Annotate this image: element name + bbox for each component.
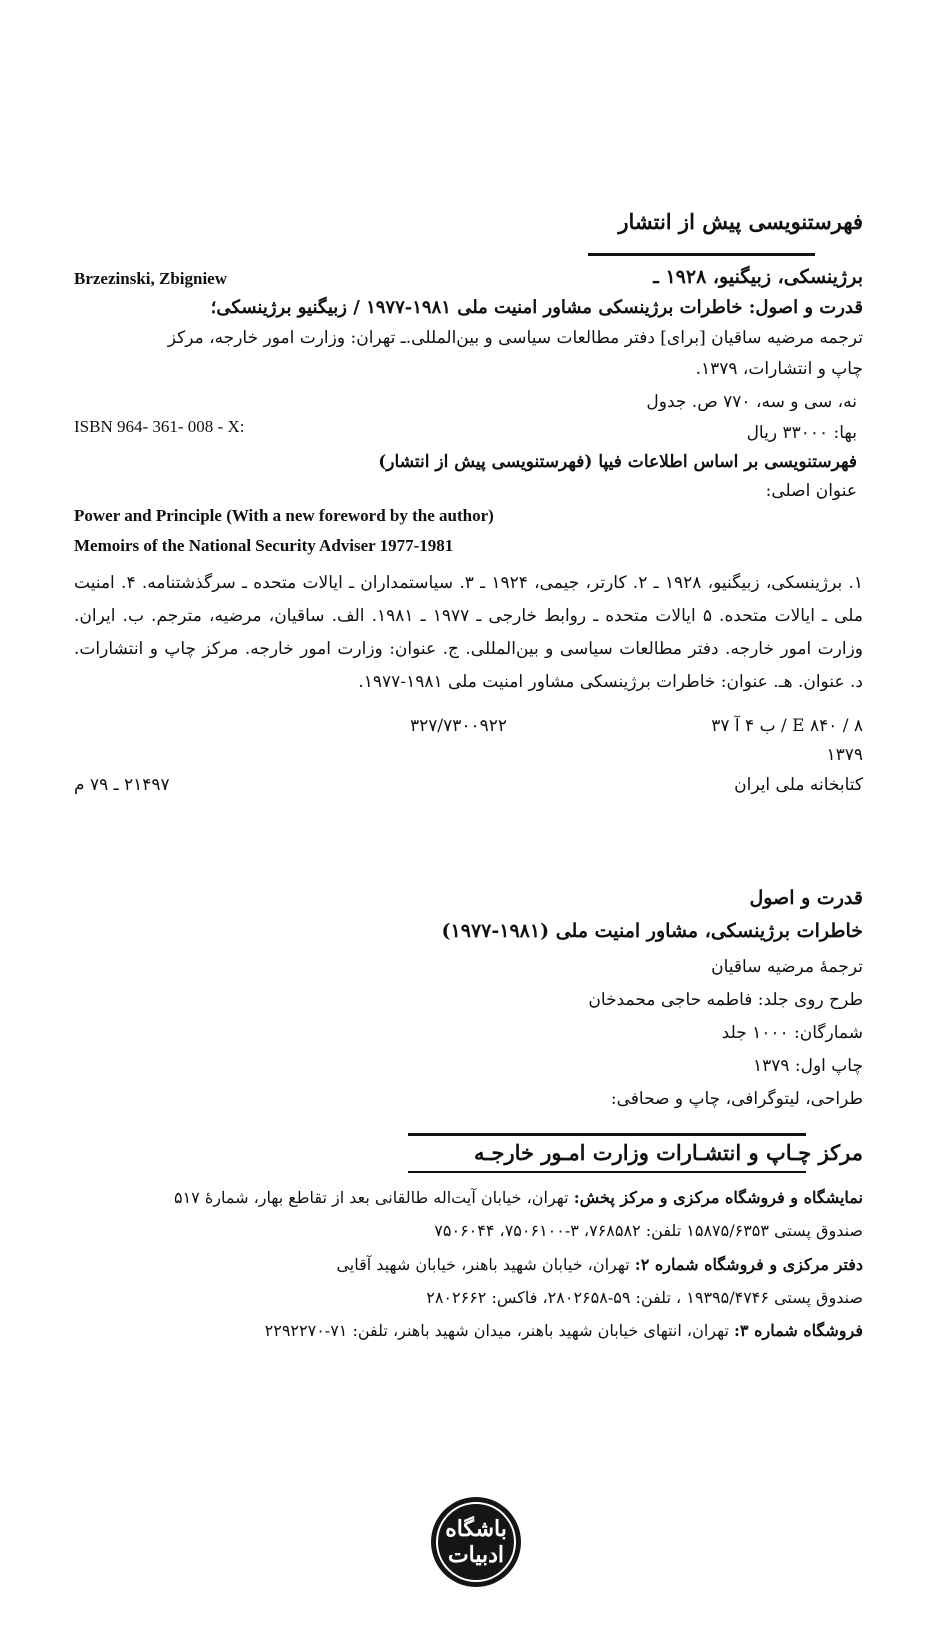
- cip-dewey: ۳۲۷/۷۳۰۰۹۲۲: [410, 716, 508, 736]
- credits-first-edition: چاپ اول: ۱۳۷۹: [752, 1056, 863, 1076]
- credits-translator: ترجمهٔ مرضیه ساقیان: [711, 957, 863, 977]
- address-3-text: تهران، انتهای خیابان شهید باهنر، میدان شهید باهنر، تلفن: ۷۱-۲۲۹۲۲۷۰: [264, 1321, 735, 1340]
- address-2-text: تهران، خیابان شهید باهنر، خیابان شهید آقایی: [336, 1255, 635, 1274]
- publisher-bottom-rule: [408, 1171, 806, 1173]
- cip-publisher-line: چاپ و انتشارات، ۱۳۷۹.: [695, 359, 863, 379]
- club-logo-stamp: [431, 1497, 521, 1587]
- cip-library-number: ۲۱۴۹۷ ـ ۷۹ م: [74, 775, 170, 795]
- publisher-top-rule: [408, 1133, 806, 1136]
- cip-library: کتابخانه ملی ایران: [734, 775, 863, 795]
- cip-author-fa: برژینسکی، زبیگنیو، ۱۹۲۸ ـ: [653, 266, 863, 288]
- cip-original-title-1: Power and Principle (With a new foreword by the author): [74, 506, 494, 525]
- cip-original-title-label: عنوان اصلی:: [765, 481, 857, 501]
- cip-translator-line: ترجمه مرضیه ساقیان [برای] دفتر مطالعات سیاسی و بین‌المللی.ـ تهران: وزارت امور خارجه، مرکز: [167, 328, 863, 348]
- credits-production: طراحی، لیتوگرافی، چاپ و صحافی:: [610, 1089, 863, 1109]
- address-1-text: تهران، خیابان آیت‌اله طالقانی بعد از تقاطع بهار، شمارهٔ ۵۱۷: [173, 1188, 574, 1207]
- credits-subtitle: خاطرات برژینسکی، مشاور امنیت ملی (۱۹۸۱-۱۹۷۷): [441, 920, 863, 942]
- publisher-name: مرکز چـاپ و انتشـارات وزارت امـور خارجـه: [474, 1140, 863, 1165]
- address-2-line2: صندوق پستی ۱۹۳۹۵/۴۷۴۶ ، تلفن: ۵۹-۲۸۰۲۶۵۸، فاکس: ۲۸۰۲۶۶۲: [426, 1288, 863, 1307]
- cip-author-en: Brzezinski, Zbigniew: [74, 269, 228, 288]
- cip-price: بها: ۳۳۰۰۰ ریال: [746, 423, 857, 443]
- cip-title-line: قدرت و اصول: خاطرات برژینسکی مشاور امنیت ملی ۱۹۸۱-۱۹۷۷ / زبیگنیو برژینسکی؛: [210, 297, 863, 318]
- cip-heading: فهرستنویسی پیش از انتشار: [618, 209, 863, 234]
- cip-subjects: ۱. برژینسکی، زبیگنیو، ۱۹۲۸ ـ ۲. کارتر، جیمی، ۱۹۲۴ ـ ۳. سیاستمداران ـ ایالات متحده ـ سرگذشتنامه. ۴. امنیت ملی ـ ایالات متحده. ۵ ایالات متحده ـ روابط خارجی ـ ۱۹۷۷ ـ ۱۹۸۱. الف. ساقیان، مرضیه، مترجم. ب. ایران. وزارت امور خارجه. دفتر مطالعات سیاسی و بین‌المللی. ج. عنوان: وزارت امور خارجه. مرکز چاپ و انتشارات. د. عنوان. هـ. عنوان: خاطرات برژینسکی مشاور امنیت ملی ۱۹۸۱-۱۹۷۷.: [74, 573, 863, 692]
- cip-year: ۱۳۷۹: [826, 745, 863, 765]
- address-2-label: دفتر مرکزی و فروشگاه شماره ۲:: [634, 1255, 863, 1274]
- address-3: [265, 1322, 863, 1340]
- cip-heading-rule: [588, 253, 815, 256]
- cip-isbn: ISBN 964- 361- 008 - X:: [74, 417, 245, 436]
- cip-fipa-note: فهرستنویسی بر اساس اطلاعات فیپا (فهرستنویسی پیش از انتشار): [378, 452, 857, 472]
- credits-print-run: شمارگان: ۱۰۰۰ جلد: [721, 1023, 863, 1043]
- address-1: [174, 1189, 863, 1207]
- address-2: [336, 1256, 863, 1274]
- credits-cover-design: طرح روی جلد: فاطمه حاجی محمدخان: [588, 990, 863, 1010]
- address-3-label: فروشگاه شماره ۳:: [734, 1321, 863, 1340]
- credits-title: قدرت و اصول: [749, 887, 863, 909]
- cip-pages: نه، سی و سه، ۷۷۰ ص. جدول: [646, 392, 857, 412]
- address-1-label: نمایشگاه و فروشگاه مرکزی و مرکز پخش:: [573, 1188, 863, 1207]
- logo-text-line2: ادبیات: [447, 1542, 505, 1568]
- cip-original-title-2: Memoirs of the National Security Adviser 1977-1981: [74, 536, 454, 555]
- logo-text-line1: باشگاه: [445, 1516, 507, 1542]
- cip-classification: E ۸۴۰ / ۸ / ب ۴ آ ۳۷: [711, 716, 863, 736]
- address-1-line2: صندوق پستی ۱۵۸۷۵/۶۳۵۳ تلفن: ۷۶۸۵۸۲، ۳-۷۵۰۶۱۰۰، ۷۵۰۶۰۴۴: [434, 1221, 863, 1240]
